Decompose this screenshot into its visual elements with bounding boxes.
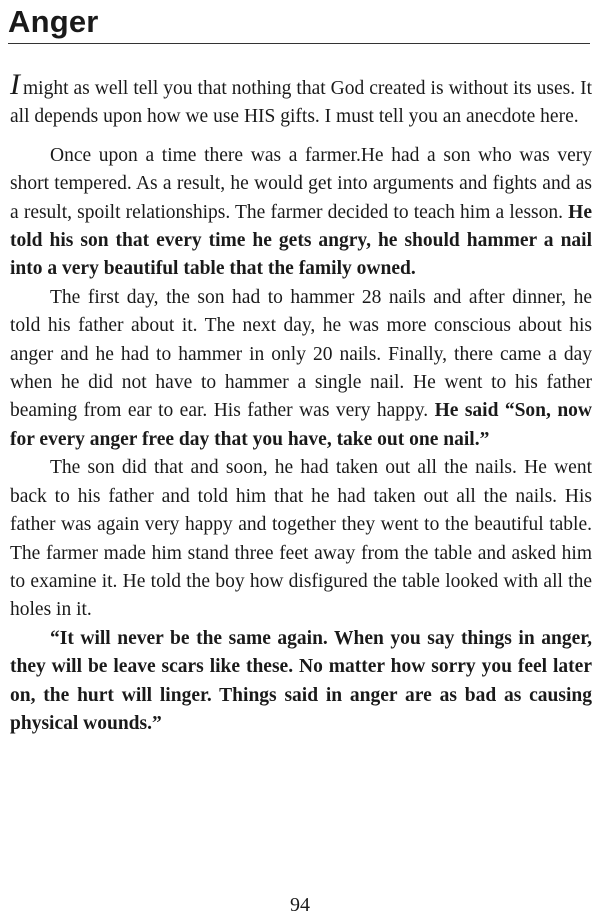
paragraph-2-text: The first day, the son had to hammer 28 nails and after dinner, he told his father about it. The next day, he was more conscious about his anger and he had to hammer in only 20 nails. Finally, there came a day when he did not have to hammer a single nail. He went to his father beaming from ear to ear. His father was very happy. bbox=[10, 286, 592, 422]
paragraph-intro-text: might as well tell you that nothing that God created is without its uses. It all depends upon how we use HIS gifts. I must tell you an anecdote here. bbox=[10, 78, 592, 128]
paragraph-1-text: Once upon a time there was a farmer.He had a son who was very short tempered. As a result, he would get into arguments and fights and as a result, spoilt relationships. The farmer decided to teach him a lesson. bbox=[10, 144, 592, 223]
drop-cap: I bbox=[10, 68, 20, 101]
chapter-title: Anger bbox=[8, 4, 99, 39]
page-number: 94 bbox=[290, 894, 310, 916]
paragraph-4-bold-text: “It will never be the same again. When you say things in anger, they will be leave scars like these. No matter how sorry you feel later on, the hurt will linger. Things said in anger are as bad as causing physical wounds.” bbox=[10, 627, 592, 734]
paragraph-intro bbox=[10, 68, 592, 132]
paragraph-2-bold-text: He said “Son, now for every anger free day that you have, take out one nail.” bbox=[10, 400, 592, 450]
paragraph-2 bbox=[10, 284, 592, 454]
paragraph-3 bbox=[10, 454, 592, 624]
paragraph-3-text: The son did that and soon, he had taken out all the nails. He went back to his father and told him that he had taken out all the nails. His father was again very happy and together they went to the beautiful table. The farmer made him stand three feet away from the table and asked him to examine it. He told the boy how disfigured the table looked with all the holes in it. bbox=[10, 457, 592, 621]
paragraph-4-quote bbox=[10, 625, 592, 739]
body-text bbox=[10, 68, 592, 738]
title-underline-rule bbox=[8, 43, 590, 44]
paragraph-1-bold-text: He told his son that every time he gets angry, he should hammer a nail into a very beautiful table that the family owned. bbox=[10, 201, 592, 280]
paragraph-1 bbox=[10, 142, 592, 284]
